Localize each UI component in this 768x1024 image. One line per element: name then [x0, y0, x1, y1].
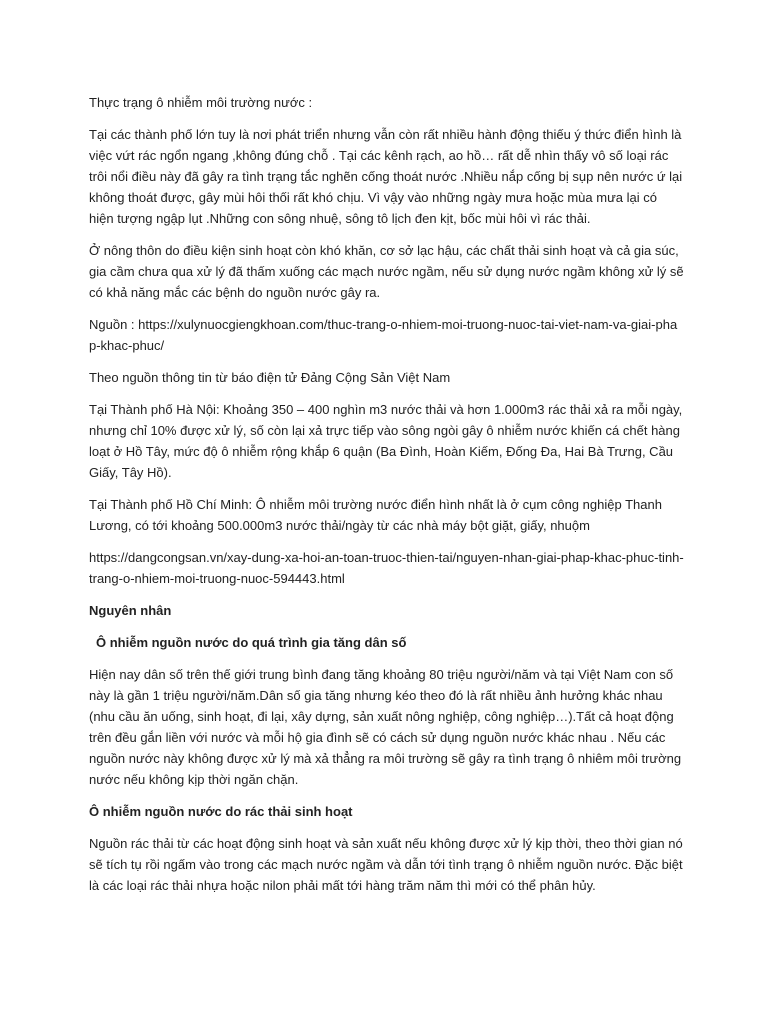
- source-citation-2: https://dangcongsan.vn/xay-dung-xa-hoi-an-toan-truoc-thien-tai/nguyen-nhan-giai-phap-khac-phuc-tinh-trang-o-nhiem-moi-truong-nuoc-594443.html: [89, 550, 684, 586]
- document-page: [89, 92, 684, 907]
- paragraph-urban-pollution: Tại các thành phố lớn tuy là nơi phát triển nhưng vẫn còn rất nhiều hành động thiếu ý thức điển hình là việc vứt rác ngổn ngang ,không đúng chỗ . Tại các kênh rạch, ao hồ… rất dễ nhìn thấy vô số loại rác trôi nổi điều này đã gây ra tình trạng tắc nghẽn cống thoát nước .Nhiều nắp cống bị sụp nên nước ứ lại không thoát được, gây mùi hôi thối rất khó chịu. Vì vậy vào những ngày mưa hoặc mùa mưa lại có hiện tượng ngập lụt .Những con sông nhuệ, sông tô lịch đen kịt, bốc mùi hôi vì rác thải.: [89, 127, 683, 226]
- cause-2-body: Nguồn rác thải từ các hoạt động sinh hoạt và sản xuất nếu không được xử lý kịp thời, theo thời gian nó sẽ tích tụ rồi ngấm vào trong các mạch nước ngầm và dẫn tới tình trạng ô nhiễm nguồn nước. Đặc biệt là các loại rác thải nhựa hoặc nilon phải mất tới hàng trăm năm thì mới có thể phân hủy.: [89, 836, 683, 893]
- paragraph-hcmc: Tại Thành phố Hồ Chí Minh: Ô nhiễm môi trường nước điển hình nhất là ở cụm công nghiệp Thanh Lương, có tới khoảng 500.000m3 nước thải/ngày từ các nhà máy bột giặt, giấy, nhuộm: [89, 497, 662, 533]
- cause-1-heading: Ô nhiễm nguồn nước do quá trình gia tăng dân số: [96, 635, 407, 650]
- section-heading-causes: Nguyên nhân: [89, 603, 172, 618]
- paragraph-rural-pollution: Ở nông thôn do điều kiện sinh hoạt còn khó khăn, cơ sở lạc hậu, các chất thải sinh hoạt và cả gia súc, gia cầm chưa qua xử lý đã thấm xuống các mạch nước ngầm, nếu sử dụng nước ngầm không xử lý sẽ có khả năng mắc các bệnh do nguồn nước gây ra.: [89, 243, 684, 300]
- paragraph-hanoi: Tại Thành phố Hà Nội: Khoảng 350 – 400 nghìn m3 nước thải và hơn 1.000m3 rác thải xả ra mỗi ngày, nhưng chỉ 10% được xử lý, số còn lại xả trực tiếp vào sông ngòi gây ô nhiễm nước khiến cá chết hàng loạt ở Hồ Tây, mức độ ô nhiễm rộng khắp 6 quận (Ba Đình, Hoàn Kiếm, Đống Đa, Hai Bà Trưng, Cầu Giấy, Tây Hồ).: [89, 402, 683, 480]
- paragraph-source-intro: Theo nguồn thông tin từ báo điện tử Đảng Cộng Sản Việt Nam: [89, 370, 451, 385]
- source-citation-1: Nguồn : https://xulynuocgiengkhoan.com/thuc-trang-o-nhiem-moi-truong-nuoc-tai-viet-nam-va-giai-phap-khac-phuc/: [89, 317, 678, 353]
- cause-1-body: Hiện nay dân số trên thế giới trung bình đang tăng khoảng 80 triệu người/năm và tại Việt Nam con số này là gần 1 triệu người/năm.Dân số gia tăng nhưng kéo theo đó là rất nhiều ảnh hưởng khác nhau (nhu cầu ăn uống, sinh hoạt, đi lại, xây dựng, sản xuất nông nghiệp, công nghiệp…).Tất cả hoạt động trên đều gắn liền với nước và mỗi hộ gia đình sẽ có cách sử dụng nguồn nước khác nhau . Nếu các nguồn nước này không được xử lý mà xả thẳng ra môi trường sẽ gây ra tình trạng ô nhiêm môi trường nước nếu không kịp thời ngăn chặn.: [89, 667, 682, 787]
- document-title: Thực trạng ô nhiễm môi trường nước :: [89, 95, 313, 110]
- cause-2-heading: Ô nhiễm nguồn nước do rác thải sinh hoạt: [89, 804, 353, 819]
